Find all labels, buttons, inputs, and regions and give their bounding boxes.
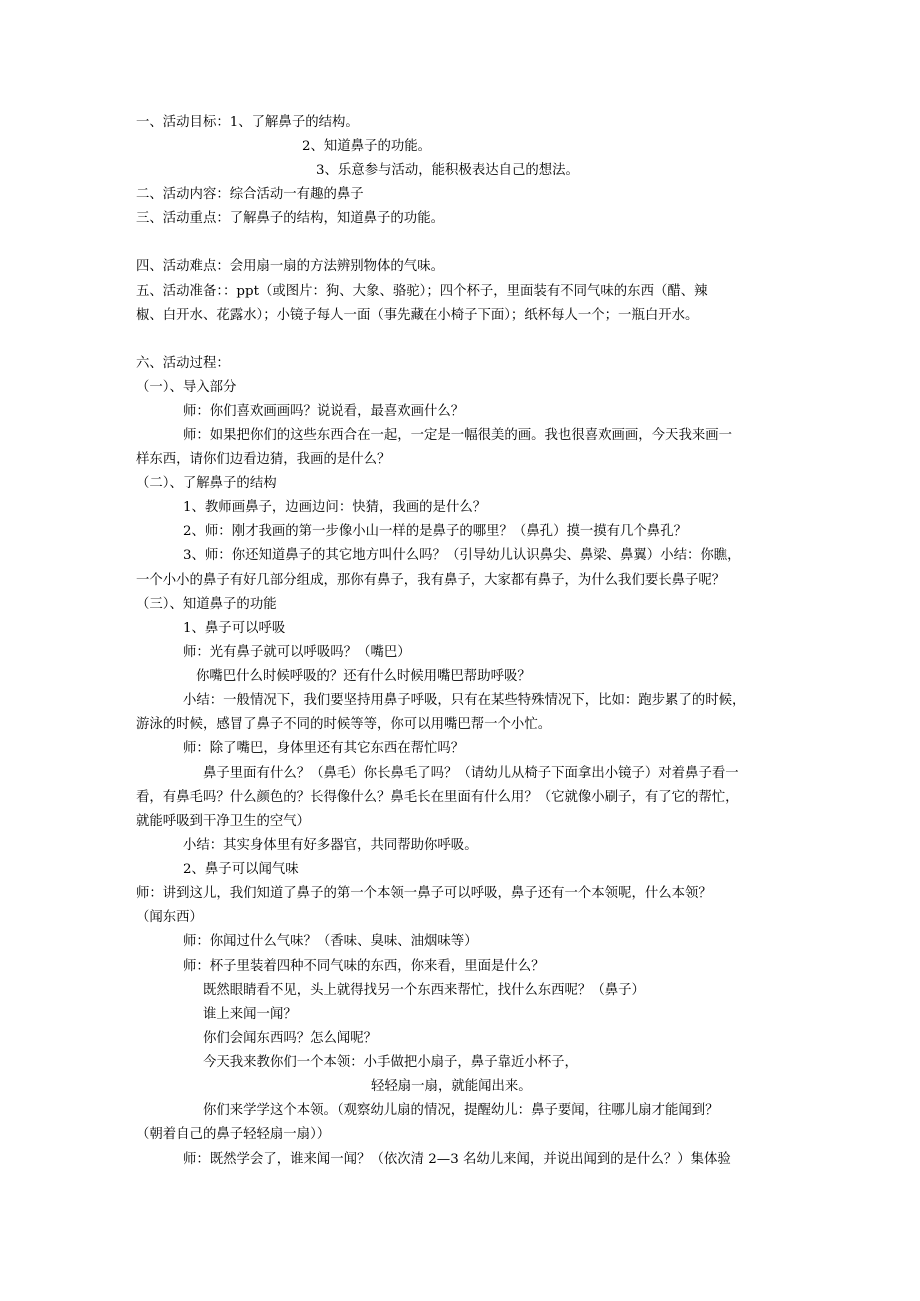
text-line: （二）、了解鼻子的结构 <box>136 476 277 491</box>
text-line: 你嘴巴什么时候呼吸的？还有什么时候用嘴巴帮助呼吸？ <box>196 669 531 684</box>
text-line: 小结：其实身体里有好多器官，共同帮助你呼吸。 <box>183 838 478 853</box>
text-line: 谁上来闻一闻？ <box>203 1007 297 1022</box>
text-line: 一、活动目标：1、了解鼻子的结构。 <box>136 115 359 130</box>
text-line: 就能呼吸到干净卫生的空气） <box>136 814 311 829</box>
text-line: 小结：一般情况下，我们要坚持用鼻子呼吸，只有在某些特殊情况下，比如：跑步累了的时候， <box>183 693 746 708</box>
text-line: 鼻子里面有什么？（鼻毛）你长鼻毛了吗？（请幼儿从椅子下面拿出小镜子）对着鼻子看一 <box>203 766 739 781</box>
text-line: 你们会闻东西吗？怎么闻呢？ <box>203 1031 378 1046</box>
text-line: 师：既然学会了，谁来闻一闻？（依次清 2—3 名幼儿来闻，并说出闻到的是什么？）集体验 <box>183 1152 731 1167</box>
text-line: 一个小小的鼻子有好几部分组成，那你有鼻子，我有鼻子，大家都有鼻子，为什么我们要长鼻子呢？ <box>136 573 726 588</box>
text-line: 2、知道鼻子的功能。 <box>302 139 432 154</box>
text-line: 你们来学学这个本领。（观察幼儿扇的情况，提醒幼儿：鼻子要闻，往哪儿扇才能闻到？ <box>203 1103 719 1118</box>
text-line: 师：除了嘴巴，身体里还有其它东西在帮忙吗？ <box>183 741 465 756</box>
text-line: 2、鼻子可以闻气味 <box>183 862 299 877</box>
text-line: 师：讲到这儿，我们知道了鼻子的第一个本领一鼻子可以呼吸，鼻子还有一个本领呢，什么本领？ <box>136 886 712 901</box>
text-line: 师：杯子里装着四种不同气味的东西，你来看，里面是什么？ <box>183 959 545 974</box>
text-line: 游泳的时候，感冒了鼻子不同的时候等等，你可以用嘴巴帮一个小忙。 <box>136 717 552 732</box>
text-line: 1、鼻子可以呼吸 <box>183 621 286 636</box>
text-line: 3、师：你还知道鼻子的其它地方叫什么吗？（引导幼儿认识鼻尖、鼻梁、鼻翼）小结：你瞧， <box>183 548 741 563</box>
text-line: 3、乐意参与活动，能积极表达自己的想法。 <box>316 163 579 178</box>
text-line: （一）、导入部分 <box>136 380 237 395</box>
text-line: 轻轻扇一扇，就能闻出来。 <box>371 1079 532 1094</box>
text-line: 师：你闻过什么气味？（香味、臭味、油烟味等） <box>183 934 478 949</box>
text-line: 六、活动过程： <box>136 356 230 371</box>
text-line: 五、活动准备：：ppt（或图片：狗、大象、骆驼）；四个杯子，里面装有不同气味的东西（醋、辣 <box>136 284 708 299</box>
text-line: 师：光有鼻子就可以呼吸吗？（嘴巴） <box>183 645 411 660</box>
text-line: 三、活动重点：了解鼻子的结构，知道鼻子的功能。 <box>136 211 444 226</box>
text-line: 样东西，请你们边看边猜，我画的是什么？ <box>136 452 391 467</box>
text-line: 二、活动内容：综合活动一有趣的鼻子 <box>136 187 364 202</box>
text-line: 师：你们喜欢画画吗？说说看，最喜欢画什么？ <box>183 404 465 419</box>
text-line: 2、师：刚才我画的第一步像小山一样的是鼻子的哪里？（鼻孔）摸一摸有几个鼻孔？ <box>183 524 687 539</box>
text-line: （三）、知道鼻子的功能 <box>136 597 277 612</box>
text-line: 今天我来教你们一个本领：小手做把小扇子，鼻子靠近小杯子， <box>203 1055 578 1070</box>
text-line: 1、教师画鼻子，边画边问：快猜，我画的是什么？ <box>183 500 487 515</box>
text-line: 看，有鼻毛吗？什么颜色的？长得像什么？鼻毛长在里面有什么用？（它就像小刷子，有了它的帮忙， <box>136 790 739 805</box>
text-line: 既然眼睛看不见，头上就得找另一个东西来帮忙，找什么东西呢？（鼻子） <box>203 983 645 998</box>
text-line: 师：如果把你们的这些东西合在一起，一定是一幅很美的画。我也很喜欢画画，今天我来画一 <box>183 428 733 443</box>
text-line: 四、活动难点：会用扇一扇的方法辨别物体的气味。 <box>136 259 444 274</box>
text-line: （朝着自己的鼻子轻轻扇一扇）） <box>136 1127 331 1142</box>
text-line: （闻东西） <box>136 910 203 925</box>
text-line: 椒、白开水、花露水）；小镜子每人一面（事先藏在小椅子下面）；纸杯每人一个；一瓶白开水。 <box>136 308 699 323</box>
